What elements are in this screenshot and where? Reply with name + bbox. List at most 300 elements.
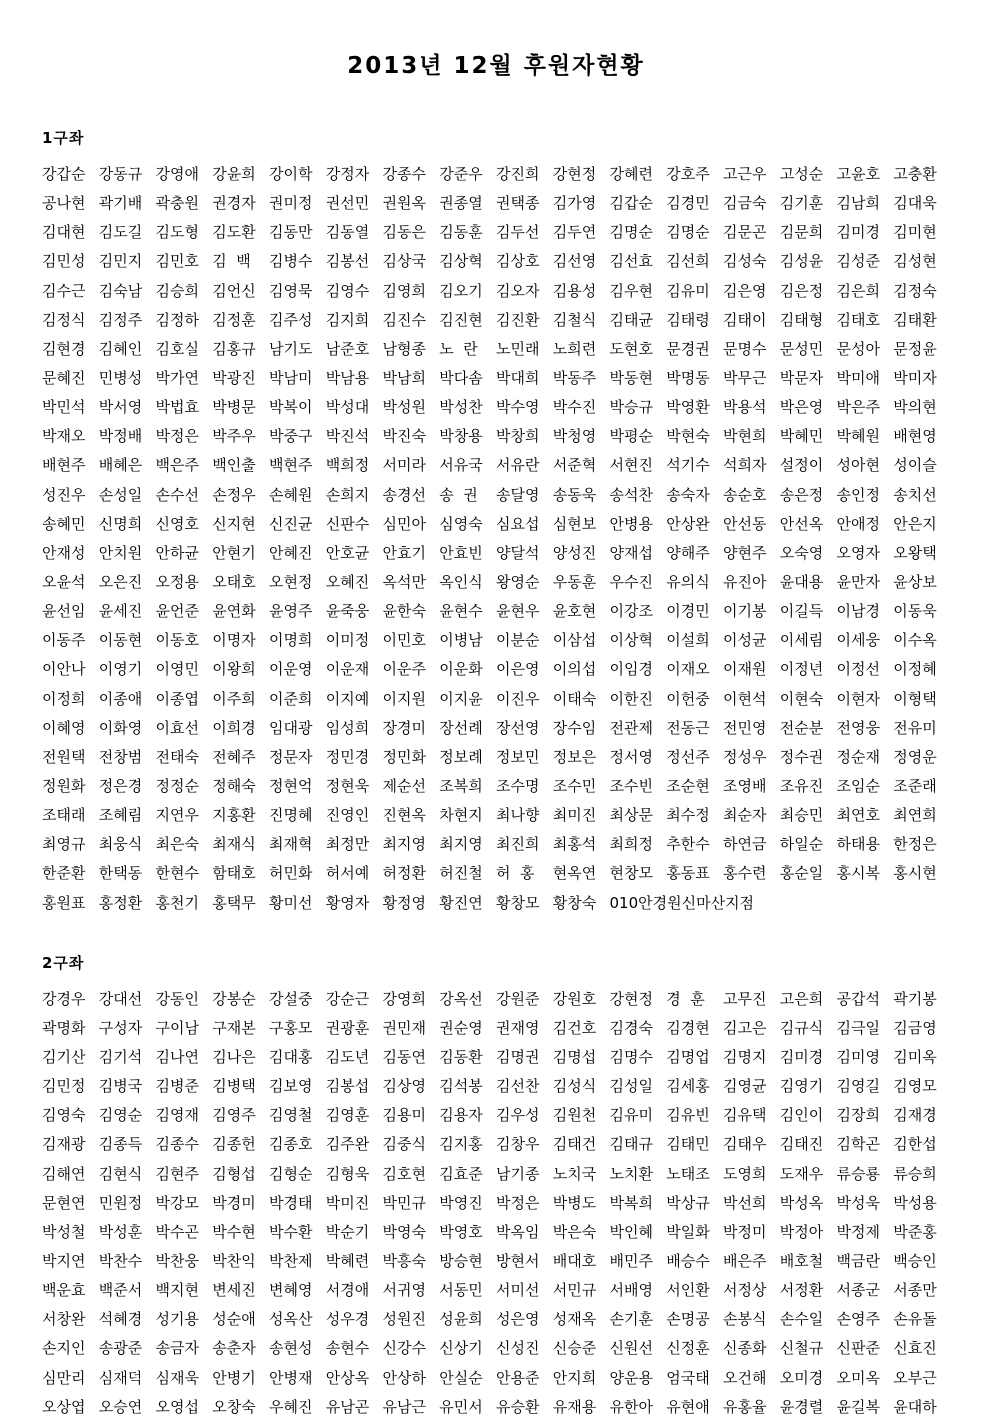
donor-name: 오숙영 — [779, 543, 824, 562]
donor-name: 신상기 — [439, 1339, 483, 1358]
donor-name: 제순선 — [382, 777, 426, 796]
donor-name: 류승룡 — [836, 1164, 880, 1183]
donor-name: 석혜경 — [98, 1310, 143, 1329]
donor-name: 백준서 — [98, 1281, 143, 1300]
donor-name: 하연금 — [723, 835, 767, 854]
donor-name: 이운재 — [325, 660, 370, 679]
donor-name: 김동환 — [439, 1048, 483, 1066]
donor-name: 이현자 — [836, 689, 880, 708]
donor-name: 김우성 — [496, 1106, 540, 1125]
donor-name: 성원진 — [382, 1310, 426, 1329]
donor-name: 오창숙 — [212, 1397, 256, 1416]
table-row — [42, 277, 950, 306]
donor-name: 김문희 — [779, 223, 824, 242]
donor-name: 김형욱 — [325, 1164, 370, 1183]
donor-name: 박미자 — [893, 369, 937, 388]
section-2구좌 — [42, 952, 950, 1422]
donor-name: 손수선 — [155, 485, 199, 504]
donor-name: 박정은 — [496, 1193, 540, 1212]
donor-name: 이세웅 — [836, 631, 880, 650]
donor-name: 오혜진 — [325, 573, 370, 592]
table-row — [42, 422, 950, 451]
donor-name: 이효선 — [155, 718, 199, 737]
donor-name: 문성민 — [779, 339, 824, 358]
donor-name: 안상옥 — [325, 1368, 370, 1387]
donor-name: 신승준 — [552, 1339, 597, 1358]
donor-name: 김금영 — [893, 1018, 937, 1037]
donor-name: 서종만 — [893, 1281, 937, 1300]
donor-name: 박진숙 — [382, 427, 426, 446]
donor-name: 손혜원 — [269, 485, 313, 504]
donor-name: 배혜은 — [98, 456, 143, 475]
donor-name: 오미옥 — [836, 1368, 880, 1387]
donor-name: 김영순 — [98, 1106, 143, 1125]
table-row — [42, 985, 950, 1014]
donor-name: 김형순 — [269, 1164, 313, 1183]
donor-name: 이현석 — [723, 689, 767, 708]
donor-name: 이남경 — [836, 602, 880, 621]
donor-name: 강원준 — [496, 989, 540, 1008]
donor-name: 안혜진 — [269, 543, 313, 562]
donor-name: 조혜림 — [98, 806, 143, 825]
donor-name: 김두연 — [552, 223, 597, 242]
donor-name: 강진희 — [496, 165, 540, 184]
donor-name: 정해숙 — [212, 777, 256, 796]
donor-name: 서준혁 — [552, 456, 597, 475]
donor-name: 서유란 — [496, 456, 540, 475]
donor-name: 안상하 — [382, 1368, 426, 1387]
donor-name: 김가영 — [552, 194, 597, 213]
donor-name: 김혜인 — [98, 339, 143, 358]
donor-name: 김지홍 — [439, 1135, 483, 1154]
donor-name: 이설희 — [666, 631, 710, 650]
donor-name: 박창희 — [496, 427, 540, 446]
donor-name: 이미정 — [325, 631, 370, 650]
donor-name: 김대현 — [42, 223, 86, 242]
donor-name: 권순영 — [439, 1018, 483, 1037]
donor-name: 김용미 — [382, 1106, 426, 1125]
donor-name: 성아현 — [836, 456, 880, 475]
donor-name: 박찬익 — [212, 1251, 256, 1270]
donor-name: 백희정 — [325, 456, 370, 475]
donor-name: 정순재 — [836, 747, 880, 766]
donor-name: 현창모 — [609, 864, 653, 883]
table-row — [42, 1393, 950, 1422]
donor-name: 박순기 — [325, 1222, 370, 1241]
donor-name: 배현영 — [893, 427, 937, 446]
donor-name: 문정윤 — [893, 339, 937, 358]
donor-name: 최상문 — [609, 806, 653, 825]
donor-name: 김원천 — [552, 1106, 597, 1125]
donor-name: 백운효 — [42, 1281, 86, 1300]
donor-name: 최나향 — [496, 806, 540, 825]
donor-name: 김영재 — [155, 1106, 199, 1125]
donor-name: 김주완 — [325, 1135, 370, 1154]
donor-name: 석희자 — [723, 456, 767, 475]
donor-name: 김종헌 — [212, 1135, 256, 1154]
donor-name: 오태호 — [212, 573, 256, 592]
donor-name: 손수일 — [779, 1310, 824, 1329]
donor-name: 임대광 — [269, 718, 313, 737]
donor-name: 김선영 — [552, 252, 597, 271]
donor-name: 박일화 — [666, 1222, 710, 1241]
donor-name: 오영자 — [836, 543, 880, 562]
donor-name: 김동훈 — [439, 223, 483, 242]
table-row — [42, 859, 950, 888]
donor-name: 최웅식 — [98, 835, 143, 854]
donor-name: 이지원 — [382, 689, 426, 708]
donor-name: 서미라 — [382, 456, 426, 475]
donor-name: 김호실 — [155, 339, 199, 358]
donor-name: 김종득 — [98, 1135, 143, 1154]
donor-name: 성진우 — [42, 485, 86, 504]
donor-name: 최재혁 — [269, 835, 313, 854]
donor-name: 이세림 — [779, 631, 824, 650]
donor-name: 이동욱 — [893, 602, 937, 621]
donor-name: 오정용 — [155, 573, 199, 592]
donor-name: 이성균 — [723, 631, 767, 650]
donor-name: 김장희 — [836, 1106, 880, 1125]
donor-name: 이정혜 — [893, 660, 937, 679]
donor-name: 전동근 — [666, 718, 710, 737]
donor-name: 김호현 — [382, 1164, 426, 1183]
donor-name: 송금자 — [155, 1339, 199, 1358]
table-row — [42, 772, 950, 801]
donor-name: 공나현 — [42, 194, 86, 213]
donor-name: 최정만 — [325, 835, 370, 854]
donor-name: 박찬수 — [98, 1251, 143, 1270]
donor-name: 황진연 — [439, 893, 483, 912]
donor-name: 신효진 — [893, 1339, 937, 1358]
donor-name: 김태형 — [779, 310, 824, 329]
donor-name: 김병국 — [98, 1077, 143, 1096]
donor-name: 박성옥 — [779, 1193, 824, 1212]
table-row — [42, 801, 950, 830]
donor-name: 옥인식 — [439, 573, 483, 592]
donor-name: 백은주 — [155, 456, 199, 475]
donor-name: 최수정 — [666, 806, 710, 825]
donor-name: 신판수 — [325, 514, 370, 533]
donor-name: 우혜진 — [269, 1397, 313, 1416]
donor-name: 정선주 — [666, 747, 710, 766]
donor-name: 김승희 — [155, 281, 199, 300]
donor-name: 안용준 — [496, 1368, 540, 1387]
table-row — [42, 1363, 950, 1392]
donor-name: 구재본 — [212, 1018, 256, 1037]
donor-name: 노희련 — [552, 339, 597, 358]
donor-name: 박청영 — [552, 427, 597, 446]
donor-name: 강현정 — [609, 989, 653, 1008]
donor-name: 윤현우 — [496, 602, 540, 621]
donor-name: 박지연 — [42, 1251, 86, 1270]
donor-name: 안상완 — [666, 514, 710, 533]
donor-name: 김경숙 — [609, 1018, 653, 1037]
donor-name: 송치선 — [893, 485, 937, 504]
donor-name: 이헌중 — [666, 689, 710, 708]
donor-name: 윤현수 — [439, 602, 483, 621]
donor-name: 송달영 — [496, 485, 540, 504]
donor-name: 김학곤 — [836, 1135, 880, 1154]
donor-name: 김영길 — [836, 1077, 880, 1096]
donor-name: 권원옥 — [382, 194, 426, 213]
donor-name: 박가연 — [155, 369, 199, 388]
donor-name: 이준희 — [269, 689, 313, 708]
donor-name: 박민석 — [42, 398, 86, 417]
donor-name: 한준환 — [42, 864, 86, 883]
donor-name: 박남용 — [325, 369, 370, 388]
donor-name: 신정훈 — [666, 1339, 710, 1358]
donor-name: 윤세진 — [98, 602, 143, 621]
donor-name: 송동욱 — [552, 485, 597, 504]
donor-name: 허 홍 — [496, 864, 535, 883]
donor-name: 박성훈 — [98, 1222, 143, 1241]
donor-name: 안병용 — [609, 514, 653, 533]
donor-name: 하태용 — [836, 835, 880, 854]
donor-name: 김철식 — [552, 310, 597, 329]
donor-name: 조유진 — [779, 777, 824, 796]
donor-name: 황미선 — [269, 893, 313, 912]
donor-name: 김오자 — [496, 281, 540, 300]
donor-name: 이화영 — [98, 718, 143, 737]
donor-name: 성은영 — [496, 1310, 540, 1329]
donor-name: 김건호 — [552, 1018, 597, 1037]
donor-name: 김미경 — [836, 223, 880, 242]
donor-name: 정정순 — [155, 777, 199, 796]
donor-name: 김정숙 — [893, 281, 937, 300]
donor-name: 서경애 — [325, 1281, 370, 1300]
donor-name: 심현보 — [552, 514, 597, 533]
donor-name: 성옥산 — [269, 1310, 313, 1329]
donor-name: 박민규 — [382, 1193, 426, 1212]
donor-name: 설정이 — [779, 456, 824, 475]
donor-name: 유남근 — [382, 1397, 426, 1416]
donor-name: 김대홍 — [269, 1048, 313, 1066]
donor-name: 성순애 — [212, 1310, 256, 1329]
donor-name: 안재성 — [42, 543, 86, 562]
donor-name: 박정아 — [779, 1222, 824, 1241]
donor-name: 김세홍 — [666, 1077, 710, 1096]
donor-name: 김석봉 — [439, 1077, 483, 1096]
table-row — [42, 481, 950, 510]
donor-name: 허진철 — [439, 864, 483, 883]
donor-name: 김성일 — [609, 1077, 653, 1096]
donor-name: 김태우 — [723, 1135, 767, 1154]
donor-name: 배대호 — [552, 1251, 597, 1270]
donor-name: 안실순 — [439, 1368, 483, 1387]
donor-name: 허서예 — [325, 864, 370, 883]
table-row — [42, 714, 950, 743]
donor-name: 김태민 — [666, 1135, 710, 1154]
donor-name: 강대선 — [98, 989, 143, 1008]
donor-name: 박광진 — [212, 369, 256, 388]
donor-name: 송인정 — [836, 485, 880, 504]
donor-name: 송순호 — [723, 485, 767, 504]
donor-name: 추한수 — [666, 835, 710, 854]
donor-name: 김영훈 — [325, 1106, 370, 1125]
donor-name: 김상국 — [382, 252, 426, 271]
donor-name: 곽기봉 — [893, 989, 937, 1008]
donor-name: 이태숙 — [552, 689, 597, 708]
donor-name: 김극일 — [836, 1018, 880, 1037]
donor-name: 최지영 — [382, 835, 426, 854]
donor-name: 오왕택 — [893, 543, 937, 562]
donor-name: 김진수 — [382, 310, 426, 329]
donor-name: 서귀영 — [382, 1281, 426, 1300]
donor-name: 심만리 — [42, 1368, 86, 1387]
donor-name: 김명업 — [666, 1048, 710, 1066]
donor-name: 송은정 — [779, 485, 824, 504]
donor-name: 심영숙 — [439, 514, 483, 533]
donor-name: 박영진 — [439, 1193, 483, 1212]
donor-name: 김성윤 — [779, 252, 824, 271]
donor-name: 조수빈 — [609, 777, 653, 796]
donor-name: 유진아 — [723, 573, 767, 592]
donor-name: 김영수 — [325, 281, 370, 300]
donor-name: 김상영 — [382, 1077, 426, 1096]
donor-name: 이수옥 — [893, 631, 937, 650]
donor-name: 김유미 — [666, 281, 710, 300]
donor-name: 김은정 — [779, 281, 824, 300]
table-row — [42, 889, 950, 918]
donor-name: 전혜주 — [212, 747, 256, 766]
donor-name: 김영균 — [723, 1077, 767, 1096]
donor-name: 홍원표 — [42, 893, 86, 912]
donor-name: 김태진 — [779, 1135, 824, 1154]
donor-name: 서인환 — [666, 1281, 710, 1300]
donor-name: 이경민 — [666, 602, 710, 621]
donor-name: 문성아 — [836, 339, 880, 358]
donor-name: 박상규 — [666, 1193, 710, 1212]
donor-name: 배민주 — [609, 1251, 653, 1270]
donor-name: 박중구 — [269, 427, 313, 446]
donor-name: 이한진 — [609, 689, 653, 708]
donor-name: 정서영 — [609, 747, 653, 766]
donor-name: 박남희 — [382, 369, 426, 388]
table-row — [42, 1276, 950, 1305]
table-row — [42, 568, 950, 597]
donor-name: 박승규 — [609, 398, 653, 417]
donor-name: 이영민 — [155, 660, 199, 679]
donor-name: 오승연 — [98, 1397, 143, 1416]
donor-name: 김미영 — [836, 1048, 880, 1066]
donor-name: 김미경 — [779, 1048, 824, 1066]
donor-name: 박수영 — [496, 398, 540, 417]
donor-name: 최홍석 — [552, 835, 597, 854]
donor-name: 신철규 — [779, 1339, 824, 1358]
donor-name: 강동인 — [155, 989, 199, 1008]
donor-name: 정문자 — [269, 747, 313, 766]
donor-name: 홍순일 — [779, 864, 824, 883]
donor-name: 김정하 — [155, 310, 199, 329]
donor-name: 홍천기 — [155, 893, 199, 912]
donor-name: 최지영 — [439, 835, 483, 854]
donor-name: 김선희 — [666, 252, 710, 271]
donor-name: 백현주 — [269, 456, 313, 475]
donor-name: 전창범 — [98, 747, 143, 766]
donor-name: 조영배 — [723, 777, 767, 796]
donor-name: 홍동표 — [666, 864, 710, 883]
donor-name: 김영주 — [212, 1106, 256, 1125]
donor-name: 전민영 — [723, 718, 767, 737]
table-row — [42, 364, 950, 393]
donor-name: 김동연 — [382, 1048, 426, 1066]
donor-name: 이운주 — [382, 660, 426, 679]
donor-name: 김은희 — [836, 281, 880, 300]
donor-name: 김영묵 — [269, 281, 313, 300]
donor-name: 구이남 — [155, 1018, 199, 1037]
donor-name: 박혜민 — [779, 427, 824, 446]
donor-name: 문명수 — [723, 339, 767, 358]
donor-name: 박재오 — [42, 427, 86, 446]
donor-name: 정보은 — [552, 747, 597, 766]
donor-name: 진영인 — [325, 806, 370, 825]
donor-name: 심재덕 — [98, 1368, 143, 1387]
donor-name: 함태호 — [212, 864, 256, 883]
donor-name: 박은숙 — [552, 1222, 597, 1241]
donor-name: 오부근 — [893, 1368, 937, 1387]
name-grid — [42, 160, 950, 918]
donor-name: 박은영 — [779, 398, 824, 417]
donor-name: 한정은 — [893, 835, 937, 854]
donor-name: 김문곤 — [723, 223, 767, 242]
donor-name: 노치국 — [552, 1164, 597, 1183]
donor-name: 윤죽웅 — [325, 602, 370, 621]
donor-name: 이분순 — [496, 631, 540, 650]
donor-name: 김명수 — [609, 1048, 653, 1066]
donor-name: 성윤희 — [439, 1310, 483, 1329]
donor-name: 이진우 — [496, 689, 540, 708]
donor-name: 박미진 — [325, 1193, 370, 1212]
donor-name: 김영숙 — [42, 1106, 86, 1125]
table-row — [42, 1218, 950, 1247]
donor-name: 최재식 — [212, 835, 256, 854]
donor-name: 정현억 — [269, 777, 313, 796]
donor-name: 박혜원 — [836, 427, 880, 446]
donor-name: 김종호 — [269, 1135, 313, 1154]
donor-name: 손성일 — [98, 485, 143, 504]
donor-name: 백인출 — [212, 456, 256, 475]
donor-name: 심재욱 — [155, 1368, 199, 1387]
donor-name: 김경현 — [666, 1018, 710, 1037]
donor-name: 박복희 — [609, 1193, 653, 1212]
donor-name: 이정선 — [836, 660, 880, 679]
donor-name: 김기석 — [98, 1048, 143, 1066]
donor-name: 유재용 — [552, 1397, 597, 1416]
donor-name: 이운화 — [439, 660, 483, 679]
donor-name: 김언신 — [212, 281, 256, 300]
donor-name: 손기훈 — [609, 1310, 653, 1329]
donor-name: 양운용 — [609, 1368, 653, 1387]
donor-name: 김미현 — [893, 223, 937, 242]
donor-name: 박영호 — [439, 1222, 483, 1241]
donor-name: 김민성 — [42, 252, 86, 271]
donor-name: 최연호 — [836, 806, 880, 825]
donor-name: 유홍율 — [723, 1397, 767, 1416]
donor-name: 홍택무 — [212, 893, 256, 912]
donor-name: 안애정 — [836, 514, 880, 533]
donor-name: 손봉식 — [723, 1310, 767, 1329]
donor-name: 박성용 — [893, 1193, 937, 1212]
donor-name: 신성진 — [496, 1339, 540, 1358]
donor-name: 신영호 — [155, 514, 199, 533]
donor-name: 이은영 — [496, 660, 540, 679]
donor-name: 강영희 — [382, 989, 426, 1008]
donor-name: 박준홍 — [893, 1222, 937, 1241]
donor-name: 김영희 — [382, 281, 426, 300]
table-row — [42, 539, 950, 568]
donor-name: 박수곤 — [155, 1222, 199, 1241]
donor-name: 정원화 — [42, 777, 86, 796]
